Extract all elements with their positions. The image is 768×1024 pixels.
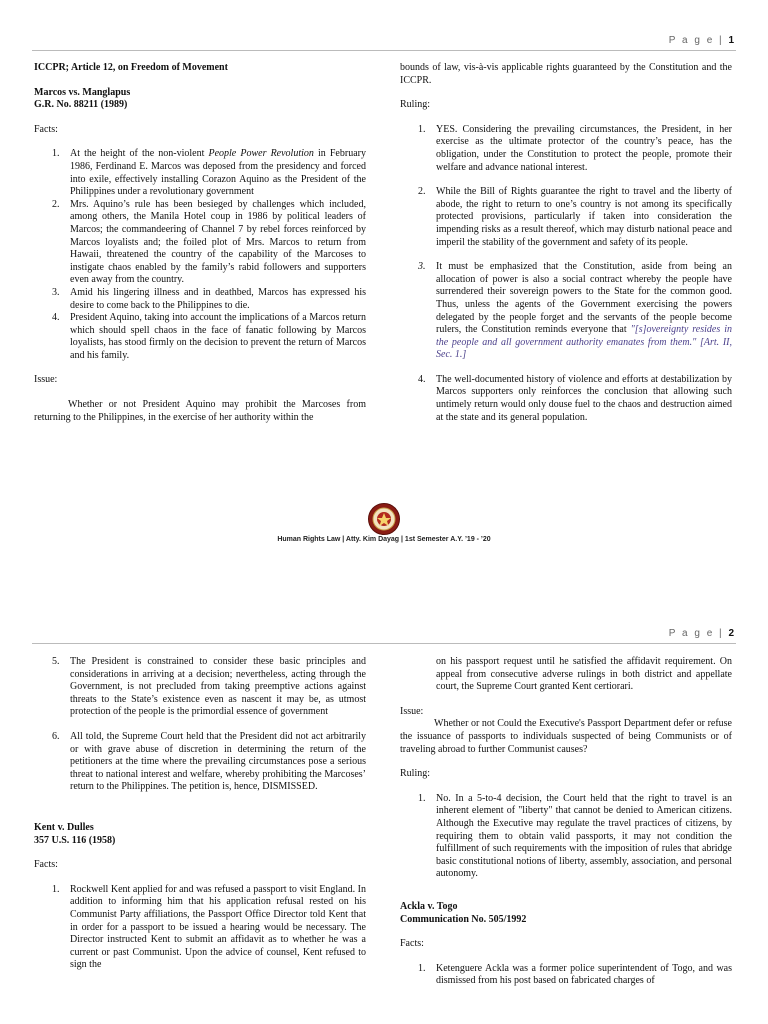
item-text: All told, the Supreme Court held that the President did not act arbitrarily or with grave abuse of discretion in determining the return of the petitioners at the time where the prevailing circumstances pose a serious threat to national interest and welfare, whereby prohibiting the Marcoses’ return to the Philippines. The petition is, hence, DISMISSED. (70, 730, 366, 793)
case-title: Kent v. Dulles (34, 821, 94, 833)
page1-right-column (400, 62, 732, 424)
page-label: P a g e | (668, 628, 724, 639)
item-text: At the height of the non-violent (70, 148, 209, 160)
list-item (34, 287, 366, 312)
item-text: President Aquino, taking into account the implications of a Marcos return which should spell chaos in the face of fanatic following by Marcos loyalists, has stood firmly on the decision to prevent the return of Marcos and his family. (70, 312, 366, 361)
list-item (34, 656, 366, 719)
page2-right-column (400, 656, 732, 988)
facts-label: Facts: (34, 859, 58, 871)
item-text: The well-documented history of violence and efforts at destabilization by Marcos supporters only reinforces the conclusion that allowing such untimely return would only douse fuel to the chaos and destruction aimed at the state and its general population. (436, 373, 732, 423)
case-title: Marcos vs. Manglapus (34, 86, 131, 98)
case-citation: Communication No. 505/1992 (400, 913, 527, 925)
list-item (400, 793, 732, 881)
list-item (34, 884, 366, 972)
list-item (34, 199, 366, 287)
item-text: Amid his lingering illness and in deathbed, Marcos has expressed his desire to come back to the Philippines to die. (70, 286, 366, 311)
facts-label: Facts: (34, 123, 58, 135)
list-item (400, 261, 732, 362)
item-text: Ketenguere Ackla was a former police superintendent of Togo, and was dismissed from his post based on fabricated charges of (436, 962, 732, 987)
ruling-label: Ruling: (400, 99, 431, 111)
continued-text: on his passport request until he satisfied the affidavit requirement. On appeal from consecutive adverse rulings in both district and appellate court, the Supreme Court granted Kent certiorari. (436, 656, 732, 693)
page1-left-column (34, 62, 366, 424)
item-number: 3. (52, 286, 60, 298)
item-text: YES. Considering the prevailing circumstances, the President, in her exercise as the ultimate protector of the country’s peace, has the obligation, under the Constitution to protect the people, promote their welfare and advance national interest. (436, 123, 732, 173)
issue-label: Issue: (34, 374, 58, 386)
item-number: 1. (52, 883, 60, 895)
case-title: Ackla v. Togo (400, 900, 458, 912)
section-heading: ICCPR; Article 12, on Freedom of Movement (34, 62, 228, 73)
item-number: 6. (52, 730, 60, 742)
item-number: 4. (52, 312, 60, 324)
header-rule (32, 50, 736, 51)
page-num: 1 (728, 35, 736, 46)
item-number: 1. (418, 962, 426, 974)
item-emphasis: People Power Revolution (208, 148, 314, 160)
page-number-2 (669, 628, 736, 639)
case-citation: 357 U.S. 116 (1958) (34, 834, 116, 846)
page-label: P a g e | (668, 35, 724, 46)
issue-text: Whether or not President Aquino may prohibit the Marcoses from returning to the Philippines, in the exercise of her authority within the (34, 399, 366, 423)
ruling-list (400, 124, 732, 424)
item-text: Mrs. Aquino’s rule has been besieged by challenges which included, among others, the Manila Hotel coup in 1986 by political leaders of Marcos; the commandeering of Channel 7 by rebel forces reinforced by Marcos loyalists and; the foiled plot of Mrs. Marcos to return from Hawaii, threatened the country of the capability of the Marcoses to instigate chaos enabled by the family’s rabid followers and supporters even away from the country. (70, 198, 366, 286)
page2-left-column (34, 656, 366, 972)
ruling-label: Ruling: (400, 768, 431, 780)
list-item (400, 186, 732, 249)
issue-text: Whether or not Could the Executive's Passport Department defer or refuse the issuance of passports to individuals suspected of being Communists or of traveling abroad to further Communist causes? (400, 718, 732, 755)
page-num: 2 (728, 628, 736, 639)
seal-logo-icon (366, 502, 402, 536)
facts-list (34, 884, 366, 972)
case-citation: G.R. No. 88211 (1989) (34, 99, 128, 111)
item-number: 2. (418, 186, 426, 198)
facts-label: Facts: (400, 938, 424, 950)
item-text: in February 1986, Ferdinand E. Marcos was deposed from the presidency and forced into exile, effectively installing Corazon Aquino as the President of the Philippines under a revolutionary government (70, 148, 366, 198)
item-text: The President is constrained to consider these basic principles and considerations in arriving at a decision; nevertheless, acting through the Government, is not precluded from taking preemptive actions against threats to the State’s existence even as nascent it may be, as utmost protection of the people is the primordial essence of government (70, 656, 366, 718)
ruling-list (400, 793, 732, 881)
list-item (400, 124, 732, 174)
item-number: 1. (418, 792, 426, 804)
item-number: 2. (52, 198, 60, 210)
document-footer: Human Rights Law | Atty. Kim Dayag | 1st Semester A.Y. ’19 - ’20 (277, 536, 491, 543)
item-number: 1. (52, 148, 60, 160)
page-number-1 (669, 35, 736, 46)
list-item (400, 963, 732, 988)
list-item (400, 374, 732, 424)
item-number: 4. (418, 373, 426, 385)
item-number: 1. (418, 123, 426, 135)
constitution-quote: "[s]overeignty resides in the people and all government authority emanates from them." [Art. II, Sec. 1.] (436, 324, 732, 361)
item-number: 5. (52, 656, 60, 667)
facts-list (34, 148, 366, 362)
header-rule (32, 643, 736, 644)
ruling-list-continued (34, 656, 366, 794)
facts-list (400, 963, 732, 988)
list-item (34, 731, 366, 794)
list-item (34, 148, 366, 198)
continued-text: bounds of law, vis-à-vis applicable rights guaranteed by the Constitution and the ICCPR. (400, 62, 732, 86)
item-number: 3. (418, 261, 426, 273)
list-item (34, 312, 366, 362)
item-text: No. In a 5-to-4 decision, the Court held that the right to travel is an inherent element of "liberty" that cannot be denied to American citizens. Although the Executive may regulate the travel practices of citizens, by requiring them to obtain valid passports, it may not condition the fulfillment of such requirements with the imposition of rules that abridge basic constitutional notions of liberty, assembly, association, and personal autonomy. (436, 792, 732, 880)
issue-label: Issue: (400, 705, 424, 717)
item-text: It must be emphasized that the Constitution, aside from being an allocation of power is also a social contract whereby the people have surrendered their sovereign powers to the State for the common good. Thus, unless the agents of the Government exercising the powers delegated by the people forget and the servants of the people become rulers, the Constitution reminds everyone that (436, 261, 732, 336)
item-text: Rockwell Kent applied for and was refused a passport to visit England. In addition to informing him that his application refusal rested on his Communist Party affiliations, the Passport Office Director told Kent that in order for a passport to be issued a hearing would be necessary. The Director instructed Kent to submit an affidavit as to whether he was a current or past Communist. Upon the advice of counsel, Kent refused to sign the (70, 883, 366, 971)
item-text: While the Bill of Rights guarantee the right to travel and the liberty of abode, the right to return to one’s country is not among its specifically protected provisions, particularly if taken into consideration the impending risks as a result thereof, which may disturb national peace and imperil the stability of the government and safety of its people. (436, 186, 732, 248)
